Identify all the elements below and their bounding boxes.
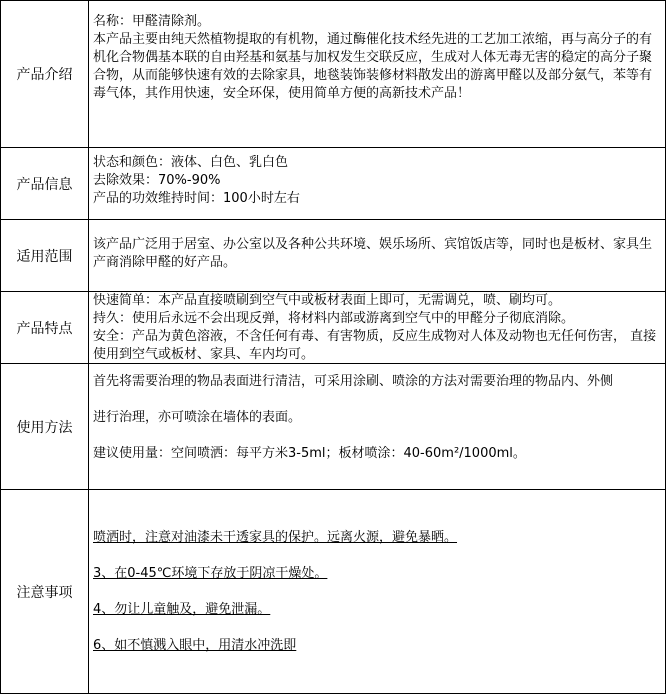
row-content bbox=[93, 373, 659, 463]
row-label: 使用方法 bbox=[1, 364, 89, 489]
row-notes bbox=[1, 490, 665, 693]
text-line: 4、勿让儿童触及，避免泄漏。 bbox=[93, 602, 271, 617]
text-line: 该产品广泛用于居室、办公室以及各种公共环境、娱乐场所、宾馆饭店等，同时也是板材、家具生产商消除甲醛的好产品。 bbox=[93, 237, 653, 270]
row-product-info bbox=[1, 148, 665, 220]
text-line: 本产品主要由纯天然植物提取的有机物，通过酶催化技术经先进的工艺加工浓缩，再与高分子的有机化合物偶基本联的自由羟基和氨基与加权发生交联反应，生成对人体无毒无害的稳定的高分子聚合物，从而能够快速有效的去除家具，地毯装饰装修材料散发出的游离甲醛以及部分氨气，苯等有毒气体，其作用快速，安全环保，使用简单方便的高新技术产品！ bbox=[93, 32, 653, 101]
row-scope bbox=[1, 220, 665, 292]
row-usage bbox=[1, 364, 665, 490]
row-features bbox=[1, 292, 665, 364]
text-line: 3、在0-45℃环境下存放于阴凉干燥处。 bbox=[93, 566, 328, 581]
row-label: 产品特点 bbox=[1, 292, 89, 363]
text-line: 进行治理，亦可喷涂在墙体的表面。 bbox=[93, 410, 302, 425]
row-content bbox=[93, 529, 659, 655]
text-line: 建议使用量：空间喷洒：每平方米3-5ml；板材喷涂：40-60m²/1000ml。 bbox=[93, 446, 526, 461]
row-label: 产品介绍 bbox=[1, 1, 89, 147]
text-line: 喷洒时，注意对油漆未干透家具的保护。远离火源，避免暴晒。 bbox=[93, 530, 458, 545]
row-content bbox=[93, 236, 659, 272]
row-label: 产品信息 bbox=[1, 148, 89, 219]
text-line: 安全：产品为黄色溶液，不含任何有毒、有害物质，反应生成物对人体及动物也无任何伤害， 直接使用到空气或板材、家具、车内均可。 bbox=[93, 329, 657, 362]
row-content bbox=[93, 13, 659, 103]
text-line: 名称：甲醛清除剂。 bbox=[93, 14, 211, 29]
text-line: 首先将需要治理的物品表面进行清洁，可采用涂刷、喷涂的方法对需要治理的物品内、外侧 bbox=[93, 374, 614, 389]
text-line: 快速简单：本产品直接喷刷到空气中或板材表面上即可，无需调兑，喷、刷均可。 bbox=[93, 293, 562, 308]
text-line: 6、如不慎溅入眼中，用清水冲洗即 bbox=[93, 638, 297, 653]
text-line: 产品的功效维持时间：100小时左右 bbox=[93, 191, 300, 206]
text-line: 持久：使用后永远不会出现反弹，将材料内部或游离到空气中的甲醛分子彻底消除。 bbox=[93, 311, 575, 326]
row-label: 注意事项 bbox=[1, 490, 89, 693]
row-content bbox=[93, 154, 659, 208]
row-product-intro bbox=[1, 1, 665, 148]
text-line: 状态和颜色：液体、白色、乳白色 bbox=[93, 155, 289, 170]
row-label: 适用范围 bbox=[1, 220, 89, 291]
text-line: 去除效果：70%-90% bbox=[93, 173, 221, 188]
row-content bbox=[93, 292, 659, 364]
